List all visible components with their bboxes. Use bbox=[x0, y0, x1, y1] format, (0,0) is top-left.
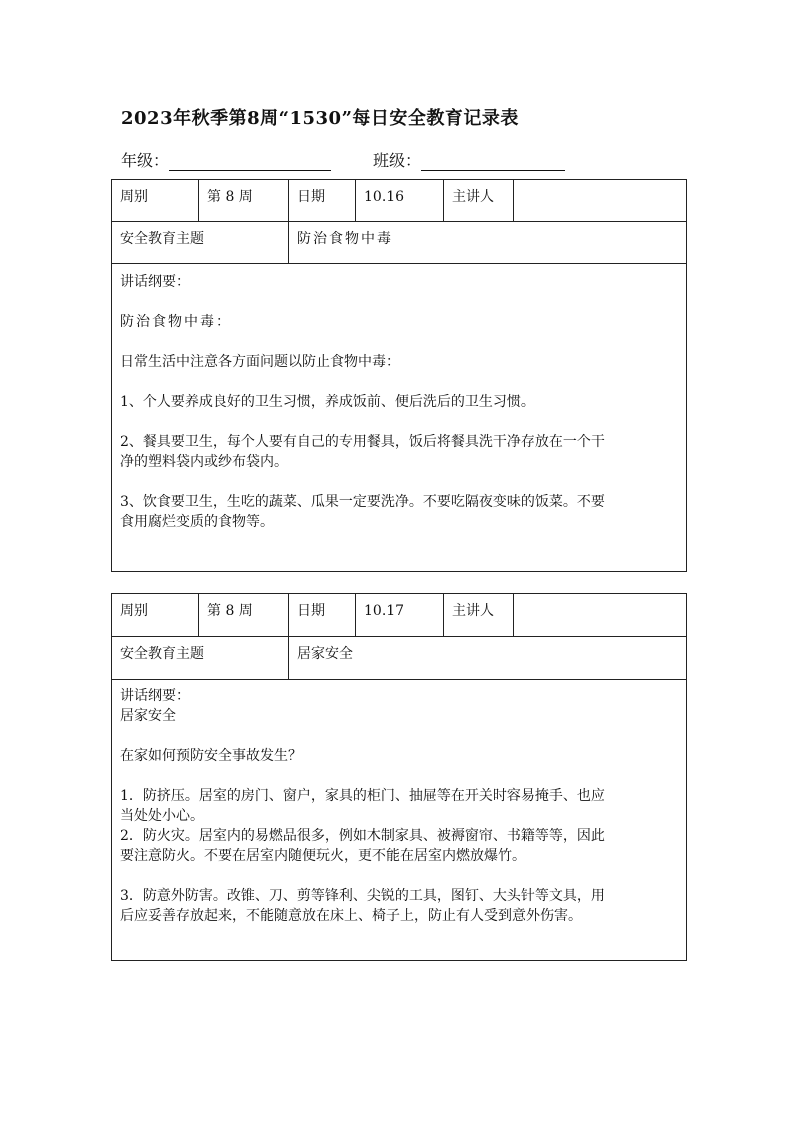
speaker-label: 主讲人 bbox=[444, 180, 514, 222]
record-table-1 bbox=[111, 179, 687, 572]
class-label: 班级： bbox=[373, 151, 422, 170]
outline-line: 居家安全 bbox=[120, 708, 176, 724]
date-value: 10.17 bbox=[356, 594, 444, 637]
outline-content bbox=[112, 264, 687, 572]
outline-line bbox=[120, 766, 678, 786]
page-title: 2023年秋季第8周“1530”每日安全教育记录表 bbox=[121, 108, 519, 129]
outline-row bbox=[112, 264, 687, 572]
theme-label: 安全教育主题 bbox=[112, 222, 289, 264]
record-header-row bbox=[112, 180, 687, 222]
outline-line: 防治食物中毒： bbox=[120, 314, 232, 330]
speaker-value bbox=[514, 594, 687, 637]
outline-row bbox=[112, 680, 687, 961]
grade-label: 年级： bbox=[121, 151, 170, 170]
outline-line: 2、餐具要卫生，每个人要有自己的专用餐具，饭后将餐具洗干净存放在一个干 bbox=[120, 434, 605, 450]
outline-line: 日常生活中注意各方面问题以防止食物中毒： bbox=[120, 354, 400, 370]
class-field bbox=[373, 148, 565, 171]
outline-line: 在家如何预防安全事故发生？ bbox=[120, 748, 302, 764]
week-value: 第 8 周 bbox=[199, 594, 289, 637]
outline-line bbox=[120, 372, 678, 392]
week-label: 周别 bbox=[112, 594, 199, 637]
theme-row bbox=[112, 222, 687, 264]
outline-line: 3、饮食要卫生，生吃的蔬菜、瓜果一定要洗净。不要吃隔夜变味的饭菜。不要 bbox=[120, 494, 605, 510]
date-value: 10.16 bbox=[356, 180, 444, 222]
outline-line: 后应妥善存放起来，不能随意放在床上、椅子上，防止有人受到意外伤害。 bbox=[120, 908, 582, 924]
date-label: 日期 bbox=[289, 594, 356, 637]
theme-row bbox=[112, 637, 687, 680]
record-header-row bbox=[112, 594, 687, 637]
outline-line bbox=[120, 726, 678, 746]
outline-line: 1．防挤压。居室的房门、窗户，家具的柜门、抽屉等在开关时容易掩手、也应 bbox=[120, 788, 605, 804]
grade-blank-line bbox=[169, 153, 331, 171]
grade-field bbox=[121, 148, 331, 171]
outline-line bbox=[120, 292, 678, 312]
outline-line: 食用腐烂变质的食物等。 bbox=[120, 514, 274, 530]
theme-value: 居家安全 bbox=[289, 637, 687, 680]
outline-line bbox=[120, 412, 678, 432]
outline-line bbox=[120, 332, 678, 352]
outline-line: 讲话纲要： bbox=[120, 274, 190, 290]
date-label: 日期 bbox=[289, 180, 356, 222]
outline-line bbox=[120, 866, 678, 886]
outline-line: 讲话纲要： bbox=[120, 688, 190, 704]
week-value: 第 8 周 bbox=[199, 180, 289, 222]
theme-label: 安全教育主题 bbox=[112, 637, 289, 680]
outline-line: 要注意防火。不要在居室内随便玩火，更不能在居室内燃放爆竹。 bbox=[120, 848, 526, 864]
class-blank-line bbox=[421, 153, 565, 171]
outline-line bbox=[120, 472, 678, 492]
outline-line: 1、个人要养成良好的卫生习惯，养成饭前、便后洗后的卫生习惯。 bbox=[120, 394, 535, 410]
speaker-value bbox=[514, 180, 687, 222]
outline-line: 当处处小心。 bbox=[120, 808, 204, 824]
theme-value: 防治食物中毒 bbox=[289, 222, 687, 264]
outline-line: 3．防意外防害。改锥、刀、剪等锋利、尖锐的工具，图钉、大头针等文具，用 bbox=[120, 888, 605, 904]
outline-content bbox=[112, 680, 687, 961]
record-table-2 bbox=[111, 593, 687, 961]
week-label: 周别 bbox=[112, 180, 199, 222]
speaker-label: 主讲人 bbox=[444, 594, 514, 637]
outline-line: 2．防火灾。居室内的易燃品很多，例如木制家具、被褥窗帘、书籍等等，因此 bbox=[120, 828, 605, 844]
outline-line: 净的塑料袋内或纱布袋内。 bbox=[120, 454, 288, 470]
